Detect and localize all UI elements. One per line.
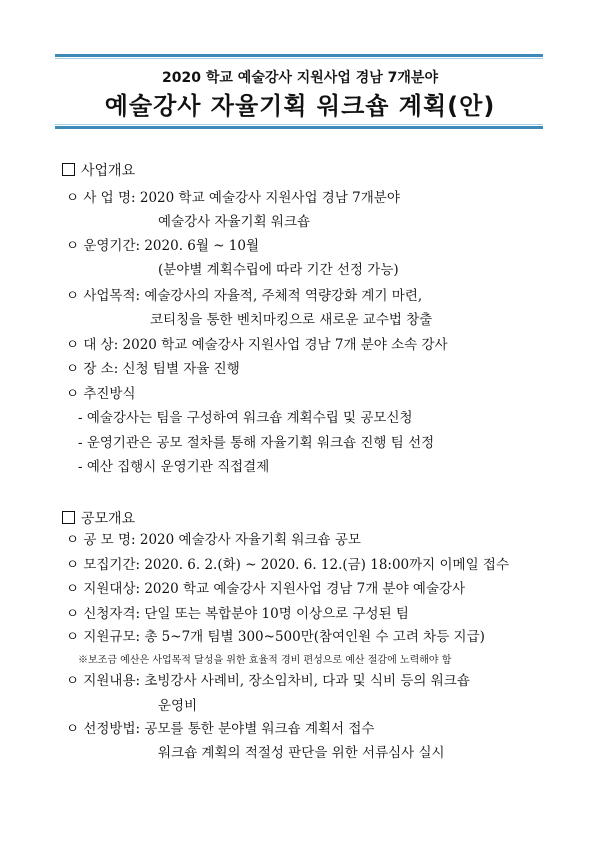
overview-method-item: - 운영기관은 공모 절차를 통해 자율기획 워크숍 진행 팀 선정 [78,435,435,451]
contest-line-content-cont: 운영비 [158,698,198,714]
contest-line-period: ㅇ 모집기간: 2020. 6. 2.(화) ~ 2020. 6. 12.(금) 18:00까지 이메일 접수 [66,557,510,573]
header-rule-bottom [55,126,543,129]
overview-method-item: - 예산 집행시 운영기관 직접결제 [78,459,270,475]
overview-method-item: - 예술강사는 팀을 구성하여 워크숍 계획수립 및 공모신청 [78,410,413,426]
contest-line-content: ㅇ 지원내용: 초빙강사 사례비, 장소임차비, 다과 및 식비 등의 워크숍 [66,673,470,689]
header-rule-top [55,54,543,57]
document-subtitle: 2020 학교 예술강사 지원사업 경남 7개분야 [162,70,438,86]
overview-line-name: ㅇ 사 업 명: 2020 학교 예술강사 지원사업 경남 7개분야 [66,190,400,206]
contest-line-name: ㅇ 공 모 명: 2020 예술강사 자율기획 워크숍 공모 [66,532,361,548]
overview-line-period: ㅇ 운영기간: 2020. 6월 ~ 10월 [66,238,260,254]
overview-line-period-cont: (분야별 계획수립에 따라 기간 선정 가능) [158,262,399,278]
contest-line-selection-cont: 워크숍 계획의 적절성 판단을 위한 서류심사 실시 [158,745,445,761]
section-heading-contest: 공모개요 [62,510,135,528]
checkbox-square-icon [62,163,75,176]
section-heading-overview: 사업개요 [62,162,135,180]
header-rule-top-thin [55,58,543,59]
overview-line-purpose-cont: 코티칭을 통한 벤치마킹으로 새로운 교수법 창출 [150,312,433,328]
contest-line-qualification: ㅇ 신청자격: 단일 또는 복합분야 10명 이상으로 구성된 팀 [66,606,409,622]
contest-line-scale: ㅇ 지원규모: 총 5~7개 팀별 300~500만(참여인원 수 고려 차등 지급) [66,629,485,645]
checkbox-square-icon [62,511,75,524]
contest-line-selection: ㅇ 선정방법: 공모를 통한 분야별 워크숍 계획서 접수 [66,721,375,737]
overview-line-place: ㅇ 장 소: 신청 팀별 자율 진행 [66,361,240,377]
contest-note: ※보조금 예산은 사업목적 달성을 위한 효율적 경비 편성으로 예산 절감에 노력해야 함 [78,655,452,666]
overview-line-name-cont: 예술강사 자율기획 워크숍 [158,214,311,230]
contest-line-target: ㅇ 지원대상: 2020 학교 예술강사 지원사업 경남 7개 분야 예술강사 [66,581,466,597]
overview-line-purpose: ㅇ 사업목적: 예술강사의 자율적, 주체적 역량강화 계기 마련, [66,288,423,304]
document-title: 예술강사 자율기획 워크숍 계획(안) [104,92,496,120]
overview-line-target: ㅇ 대 상: 2020 학교 예술강사 지원사업 경남 7개 분야 소속 강사 [66,337,448,353]
overview-line-method: ㅇ 추진방식 [66,386,136,402]
header-rule-bottom-thin [55,124,543,125]
